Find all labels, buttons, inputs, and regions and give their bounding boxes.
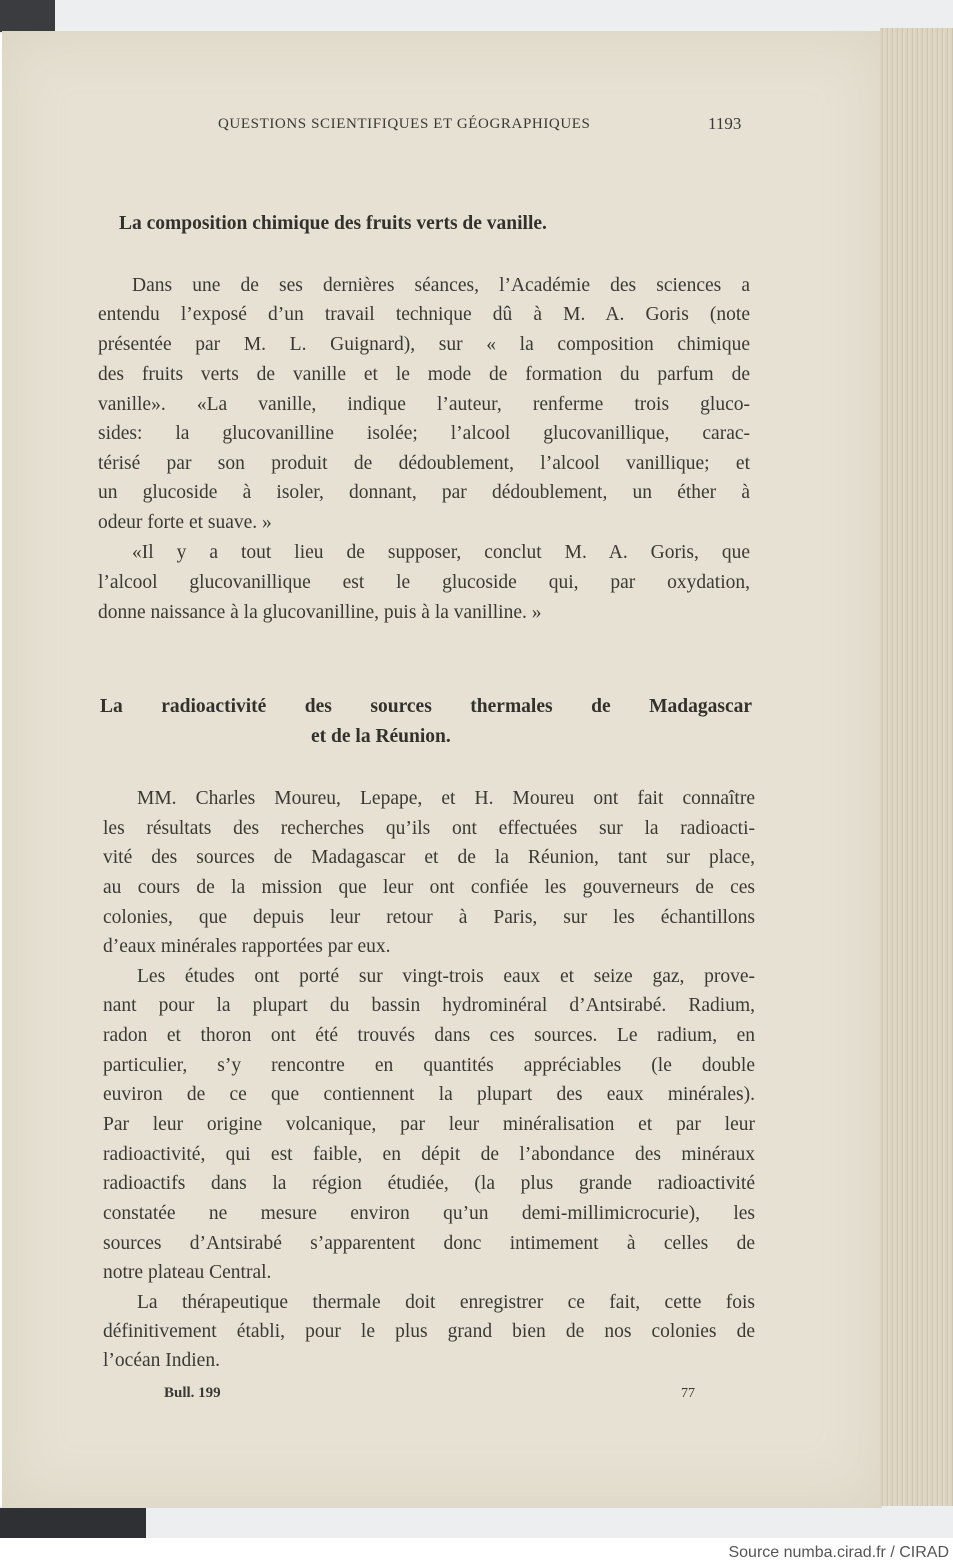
text-line: colonies, que depuis leur retour à Paris, sur les échantillons [103,907,755,928]
section2-title-line2: et de la Réunion. [311,726,451,747]
book-page [2,31,882,1508]
page-number: 1193 [708,114,742,133]
running-header: QUESTIONS SCIENTIFIQUES ET GÉOGRAPHIQUES [218,116,591,132]
text-line: constatée ne mesure environ qu’un demi-millimicrocurie), les [103,1203,755,1224]
section2-title-line1: La radioactivité des sources thermales de Madagascar [100,696,752,717]
text-line: sources d’Antsirabé s’apparentent donc intimement à celles de [103,1233,755,1254]
text-line: «Il y a tout lieu de supposer, conclut M. A. Goris, que [132,542,750,563]
text-line: notre plateau Central. [103,1262,272,1283]
text-line: définitivement établi, pour le plus grand bien de nos colonies de [103,1321,755,1342]
text-line: euviron de ce que contiennent la plupart des eaux minérales). [103,1084,755,1105]
text-line: des fruits verts de vanille et le mode de formation du parfum de [98,364,750,385]
page-edges [880,28,953,1506]
text-line: entendu l’exposé d’un travail technique dû à M. A. Goris (note [98,304,750,325]
text-line: radioactivité, qui est faible, en dépit de l’abondance des minéraux [103,1144,755,1165]
text-line: vité des sources de Madagascar et de la Réunion, tant sur place, [103,847,755,868]
scan-dark-corner [0,1508,146,1538]
text-line: donne naissance à la glucovanilline, puis à la vanilline. » [98,602,542,623]
text-line: vanille». «La vanille, indique l’auteur, renferme trois gluco- [98,394,750,415]
text-line: un glucoside à isoler, donnant, par dédoublement, un éther à [98,482,750,503]
text-line: l’océan Indien. [103,1350,220,1371]
text-line: nant pour la plupart du bassin hydrominéral d’Antsirabé. Radium, [103,995,755,1016]
text-line: les résultats des recherches qu’ils ont effectuées sur la radioacti- [103,818,755,839]
text-line: l’alcool glucovanillique est le glucoside qui, par oxydation, [98,572,750,593]
section1-title: La composition chimique des fruits verts de vanille. [119,213,547,234]
text-line: radon et thoron ont été trouvés dans ces sources. Le radium, en [103,1025,755,1046]
text-line: Dans une de ses dernières séances, l’Académie des sciences a [132,275,750,296]
text-line: au cours de la mission que leur ont confiée les gouverneurs de ces [103,877,755,898]
text-line: particulier, s’y rencontre en quantités appréciables (le double [103,1055,755,1076]
text-line: térisé par son produit de dédoublement, l’alcool vanillique; et [98,453,750,474]
text-line: Par leur origine volcanique, par leur minéralisation et par leur [103,1114,755,1135]
scan-background-top [0,0,953,34]
signature-mark: Bull. 199 [164,1385,221,1401]
scan-dark-corner [0,0,55,32]
source-credit: Source numba.cirad.fr / CIRAD [728,1544,949,1561]
text-line: La thérapeutique thermale doit enregistrer ce fait, cette fois [137,1292,755,1313]
text-line: Les études ont porté sur vingt-trois eaux et seize gaz, prove- [137,966,755,987]
text-line: radioactifs dans la région étudiée, (la plus grande radioactivité [103,1173,755,1194]
text-line: sides: la glucovanilline isolée; l’alcool glucovanillique, carac- [98,423,750,444]
sheet-number: 77 [681,1386,695,1401]
text-line: odeur forte et suave. » [98,512,272,533]
text-line: MM. Charles Moureu, Lepape, et H. Moureu ont fait connaître [137,788,755,809]
text-line: présentée par M. L. Guignard), sur « la composition chimique [98,334,750,355]
text-line: d’eaux minérales rapportées par eux. [103,936,391,957]
